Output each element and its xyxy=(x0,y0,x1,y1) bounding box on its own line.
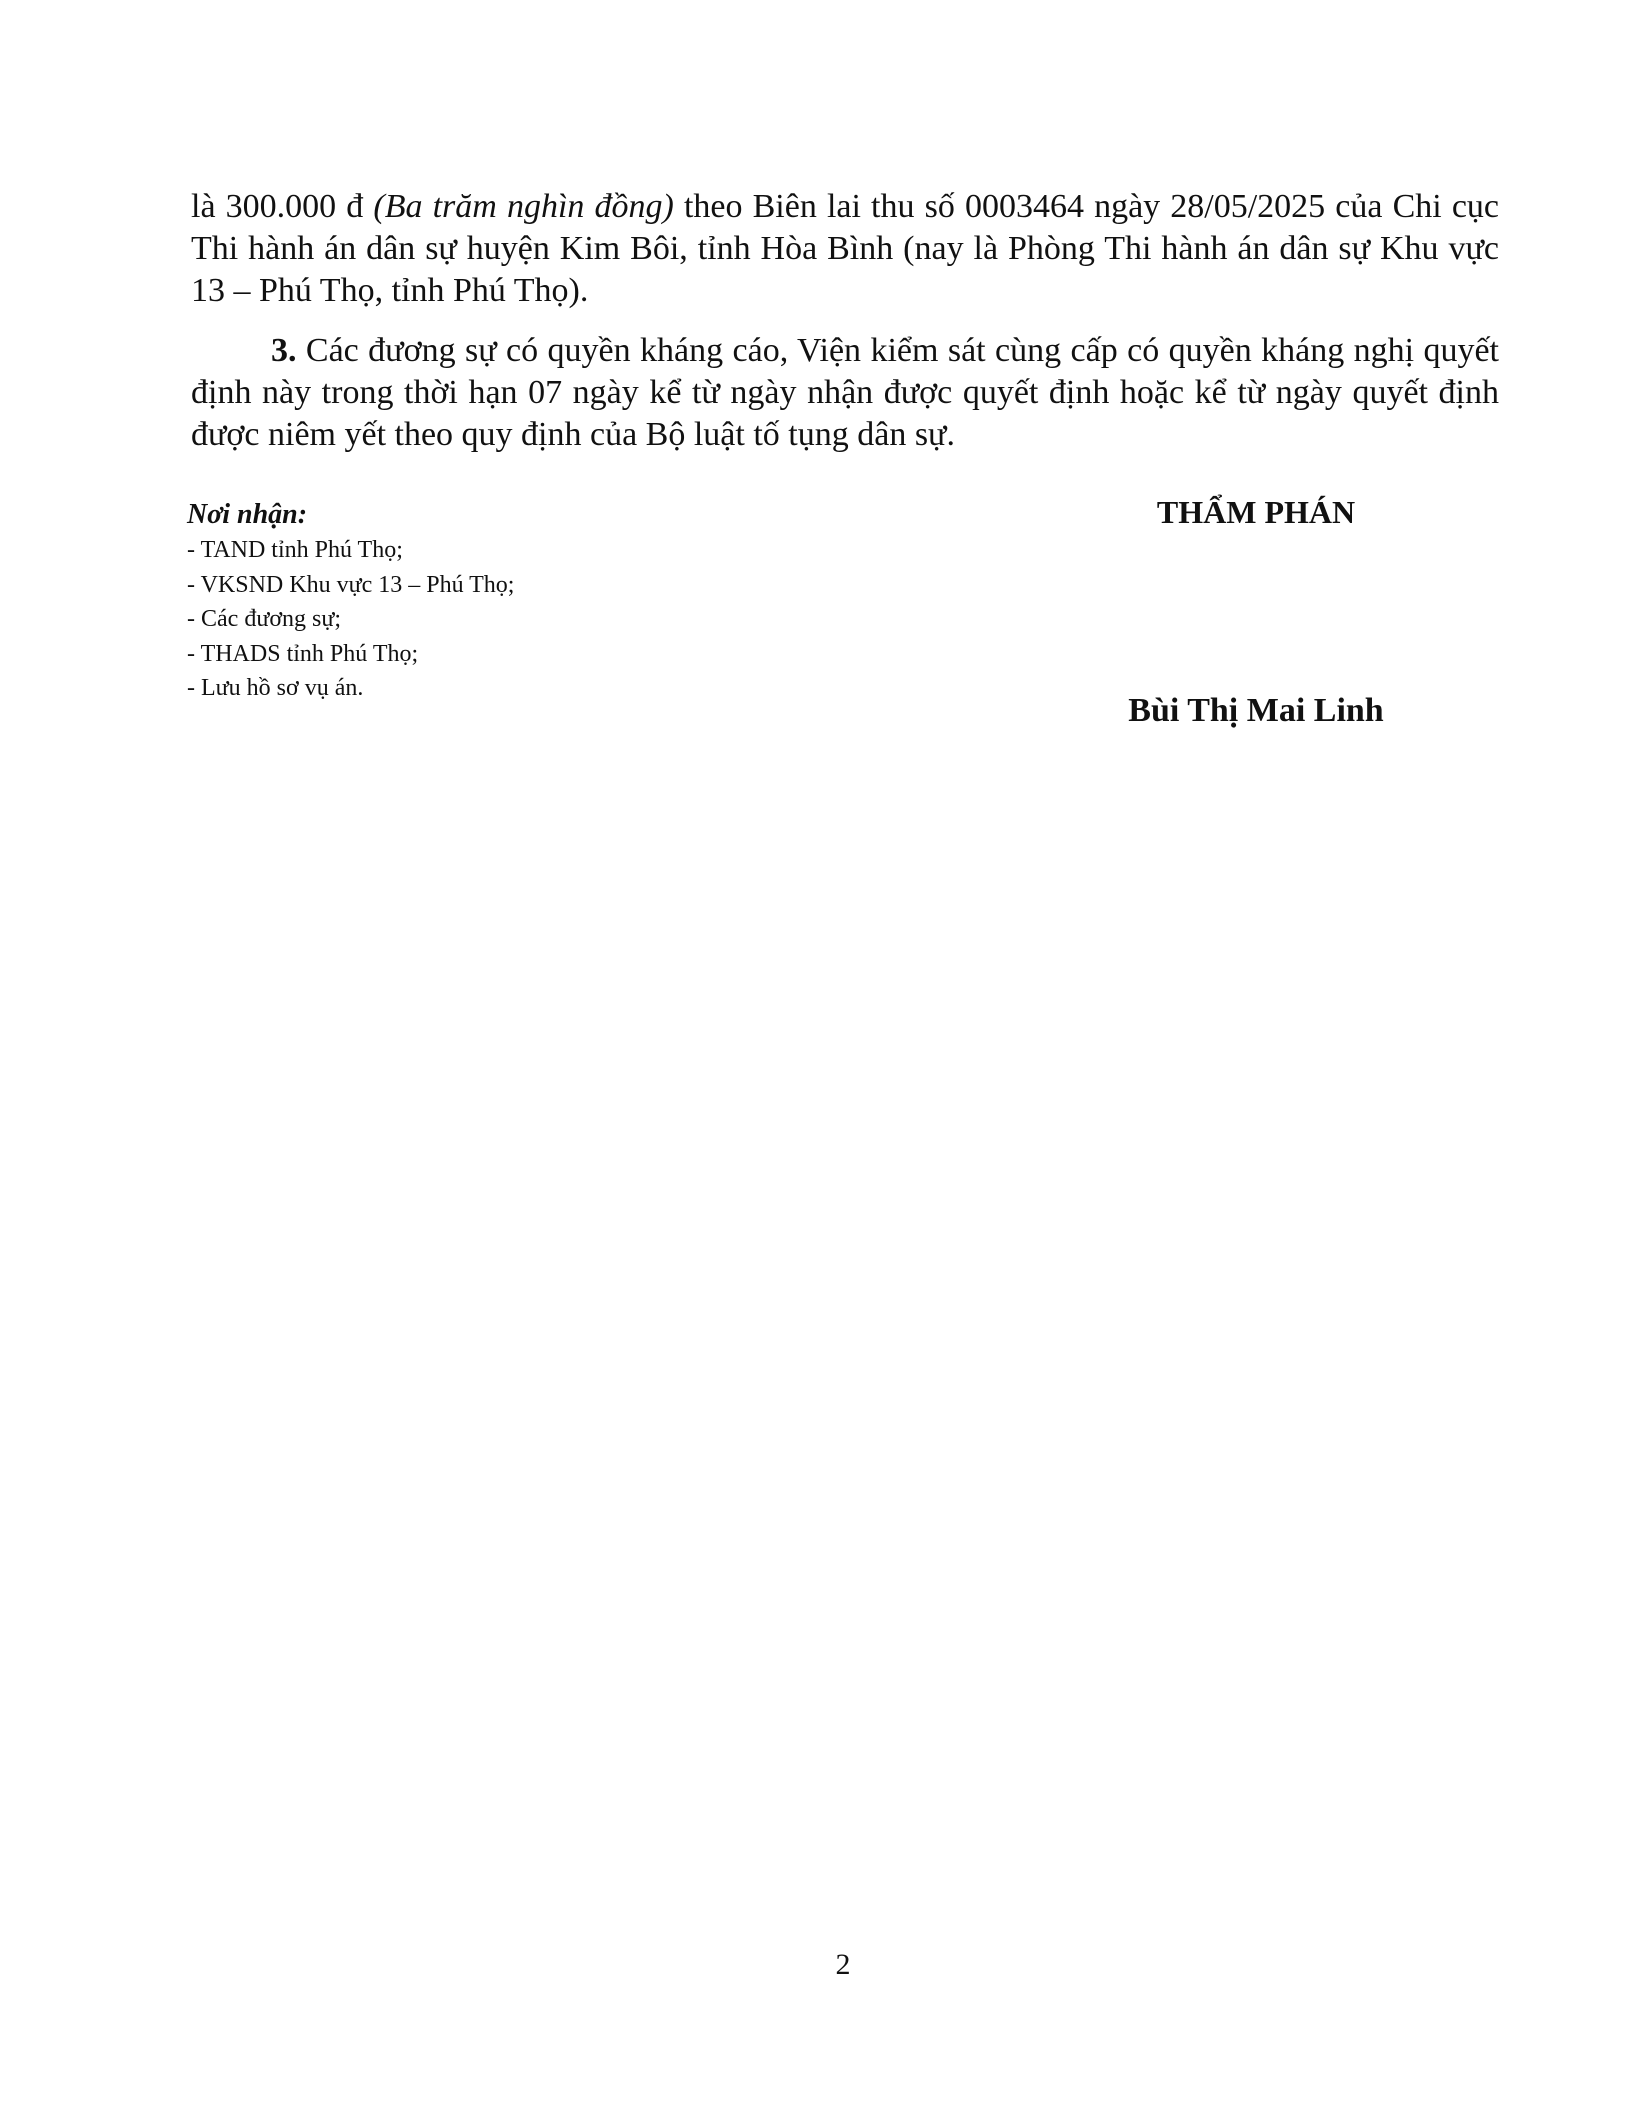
appeal-paragraph xyxy=(191,330,1499,456)
fee-text-start: là 300.000 đ xyxy=(191,188,374,225)
fee-paragraph xyxy=(191,186,1499,312)
page-number: 2 xyxy=(835,1948,851,1981)
recipient-item: - Lưu hồ sơ vụ án. xyxy=(187,671,514,706)
appeal-text: Các đương sự có quyền kháng cáo, Viện kiểm sát cùng cấp có quyền kháng nghị quyết định này trong thời hạn 07 ngày kể từ ngày nhận được quyết định hoặc kể từ ngày quyết định được niêm yết theo quy định của Bộ luật tố tụng dân sự. xyxy=(191,332,1499,453)
recipient-item: - TAND tỉnh Phú Thọ; xyxy=(187,533,514,568)
recipient-item: - THADS tỉnh Phú Thọ; xyxy=(187,637,514,672)
recipient-item: - VKSND Khu vực 13 – Phú Thọ; xyxy=(187,568,514,603)
recipients-list xyxy=(187,533,514,706)
fee-text-end: theo Biên lai thu số 0003464 ngày 28/05/2025 của Chi cục Thi hành án dân sự huyện Kim Bôi, tỉnh Hòa Bình (nay là Phòng Thi hành án dân sự Khu vực 13 – Phú Thọ, tỉnh Phú Thọ). xyxy=(191,188,1500,309)
fee-amount-in-words: (Ba trăm nghìn đồng) xyxy=(373,188,674,225)
recipients-block xyxy=(187,497,514,706)
judge-name: Bùi Thị Mai Linh xyxy=(1128,692,1384,729)
section-number: 3. xyxy=(271,332,297,369)
judge-title: THẨM PHÁN xyxy=(1156,494,1356,530)
recipient-item: - Các đương sự; xyxy=(187,602,514,637)
recipients-heading: Nơi nhận: xyxy=(187,499,308,530)
